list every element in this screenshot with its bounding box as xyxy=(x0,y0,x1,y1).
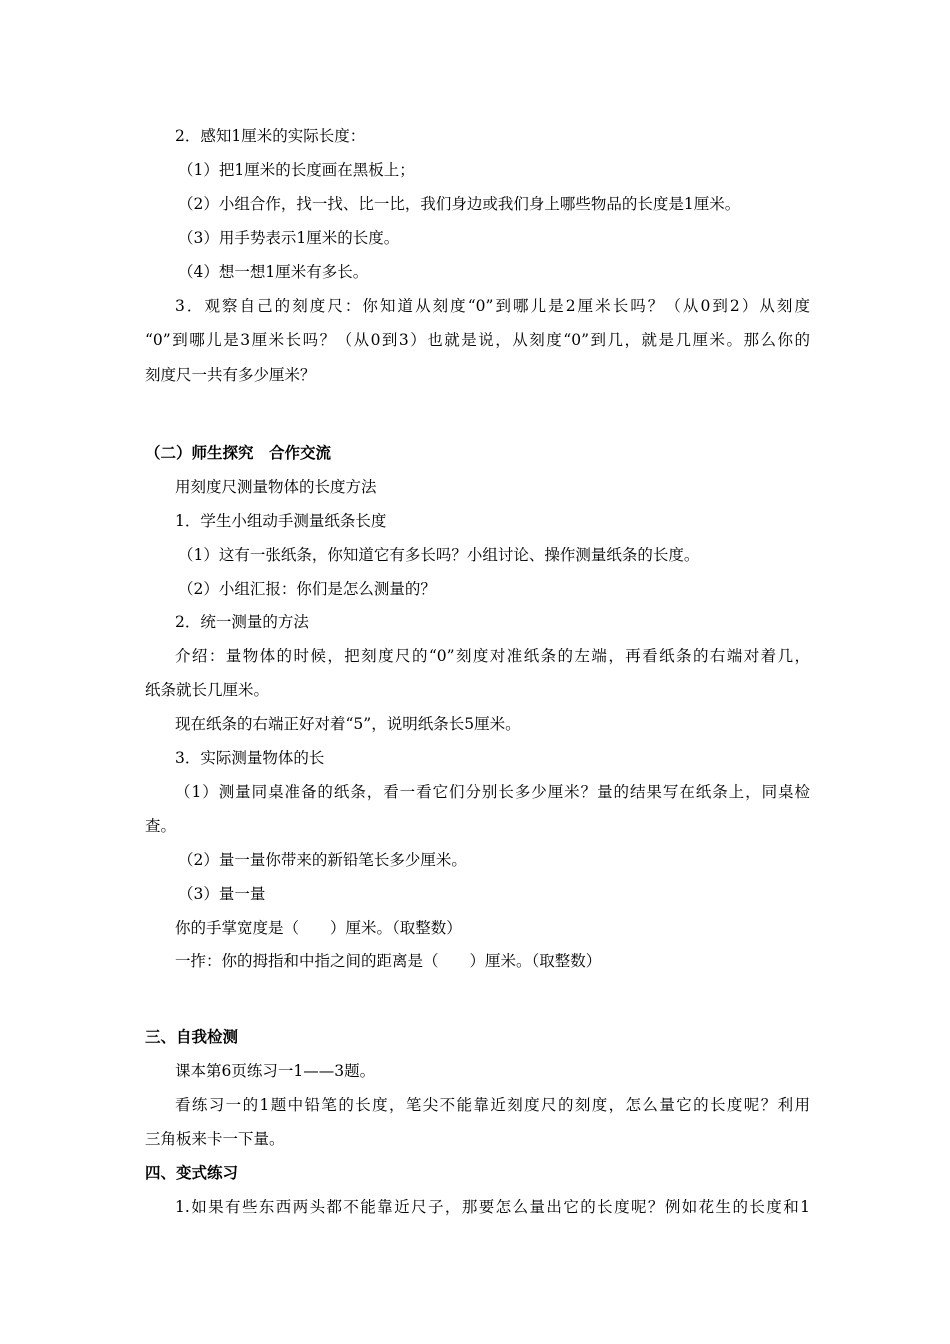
step-2-item-3: （3）用手势表示1厘米的长度。 xyxy=(178,229,400,247)
step-2-item-2: （2）小组合作，找一找、比一比，我们身边或我们身上哪些物品的长度是1厘米。 xyxy=(178,195,741,213)
intro-paragraph-line-1: 介绍：量物体的时候，把刻度尺的“0”刻度对准纸条的左端，再看纸条的右端对着几， xyxy=(175,647,810,665)
measure-step-3-item-3: （3）量一量 xyxy=(178,885,266,903)
step-2-title: 2．感知1厘米的实际长度： xyxy=(175,127,366,145)
step-3-paragraph-line-3: 刻度尺一共有多少厘米？ xyxy=(145,366,316,384)
measure-step-2: 2．统一测量的方法 xyxy=(175,613,309,631)
section-heading-3: 三、自我检测 xyxy=(145,1028,239,1046)
pencil-paragraph-line-2: 三角板来卡一下量。 xyxy=(145,1130,285,1148)
step-3-paragraph-line-2: “0”到哪儿是3厘米长吗？（从0到3）也就是说，从刻度“0”到几，就是几厘米。那么你的 xyxy=(145,331,810,349)
variant-exercise-1: 1.如果有些东西两头都不能靠近尺子，那要怎么量出它的长度呢？例如花生的长度和1 xyxy=(175,1198,810,1216)
section-heading-4: 四、变式练习 xyxy=(145,1164,239,1182)
span-distance-blank: 一拃：你的拇指和中指之间的距离是（ ）厘米。（取整数） xyxy=(175,952,602,970)
pencil-paragraph-line-1: 看练习一的1题中铅笔的长度，笔尖不能靠近刻度尺的刻度，怎么量它的长度呢？利用 xyxy=(175,1096,810,1114)
textbook-exercise: 课本第6页练习一1——3题。 xyxy=(175,1062,376,1080)
measure-step-3: 3．实际测量物体的长 xyxy=(175,749,325,767)
step-2-item-1: （1）把1厘米的长度画在黑板上； xyxy=(178,161,415,179)
measure-step-3-item-1-line-2: 查。 xyxy=(145,817,177,835)
method-title: 用刻度尺测量物体的长度方法 xyxy=(175,478,377,496)
measure-step-1-item-1: （1）这有一张纸条，你知道它有多长吗？小组讨论、操作测量纸条的长度。 xyxy=(178,546,700,564)
result-sentence: 现在纸条的右端正好对着“5”，说明纸条长5厘米。 xyxy=(175,715,521,733)
measure-step-1: 1．学生小组动手测量纸条长度 xyxy=(175,512,387,530)
section-heading-2: （二）师生探究 合作交流 xyxy=(145,444,332,462)
measure-step-3-item-2: （2）量一量你带来的新铅笔长多少厘米。 xyxy=(178,851,467,869)
step-3-paragraph-line-1: 3．观察自己的刻度尺：你知道从刻度“0”到哪儿是2厘米长吗？（从0到2）从刻度 xyxy=(175,297,810,315)
intro-paragraph-line-2: 纸条就长几厘米。 xyxy=(145,681,270,699)
palm-width-blank: 你的手掌宽度是（ ）厘米。（取整数） xyxy=(175,919,462,937)
measure-step-1-item-2: （2）小组汇报：你们是怎么测量的？ xyxy=(178,580,436,598)
measure-step-3-item-1-line-1: （1）测量同桌准备的纸条，看一看它们分别长多少厘米？量的结果写在纸条上，同桌检 xyxy=(175,783,810,801)
step-2-item-4: （4）想一想1厘米有多长。 xyxy=(178,263,369,281)
